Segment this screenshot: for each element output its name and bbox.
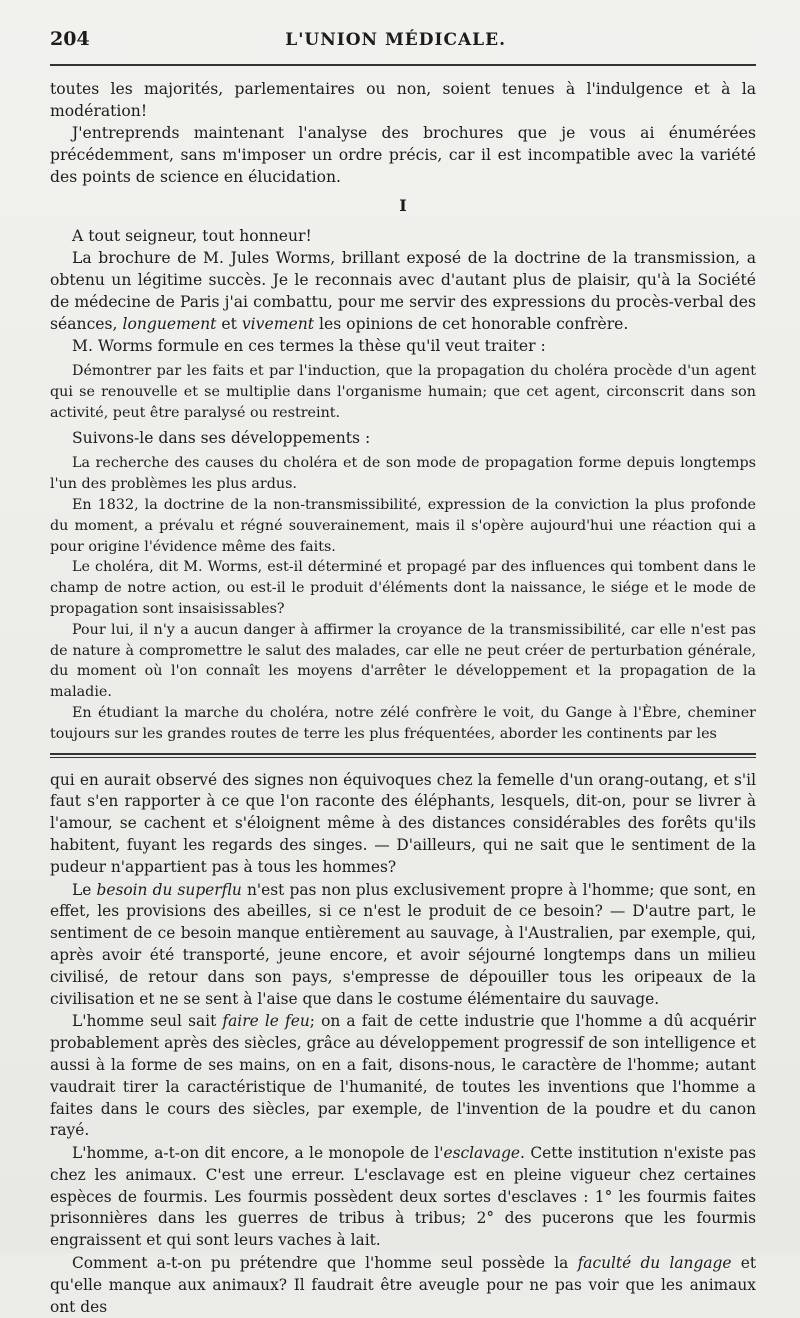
quote-paragraph: En 1832, la doctrine de la non-transmissibilité, expression de la conviction la plus profonde du moment, a prévalu et régné souverainement, mais il s'opère aujourd'hui une réaction qui a pour origine l'évidence même des faits. — [50, 496, 756, 555]
article-separator — [50, 753, 756, 758]
header-rule — [50, 64, 756, 66]
emphasis: vivement — [241, 315, 315, 333]
paragraph: toutes les majorités, parlementaires ou non, soient tenues à l'indulgence et à la modération! — [50, 80, 756, 120]
quote-paragraph: Pour lui, il n'y a aucun danger à affirmer la croyance de la transmissibilité, car elle n'est pas de nature à compromettre le salut des malades, car elle ne peut créer de perturbation générale, du moment où l'on connaît les moyens d'arrêter le développement et la propagation de la maladie. — [50, 621, 756, 701]
paragraph: Comment a-t-on pu prétendre que l'homme seul possède la faculté du langage et qu'elle manque aux animaux? Il faudrait être aveugle pour ne pas voir que les animaux ont des — [50, 1254, 757, 1316]
paragraph: A tout seigneur, tout honneur! — [72, 227, 312, 245]
article-bottom — [50, 770, 756, 1318]
paragraph: M. Worms formule en ces termes la thèse qu'il veut traiter : — [72, 337, 546, 355]
emphasis: longuement — [122, 315, 217, 333]
emphasis: faire le feu — [222, 1012, 310, 1031]
emphasis: besoin du superflu — [96, 880, 242, 899]
paragraph: Suivons-le dans ses développements : — [72, 429, 371, 448]
paragraph: L'homme seul sait faire le feu; on a fait de cette industrie que l'homme a dû acquérir probablement après des siècles, grâce au développement progressif de son intelligence et aussi à la forme de ses mains, on en a fait, disons-nous, le caractère de l'homme; autant vaudrait tirer la caractéristique de l'humanité, de toutes les inventions que l'homme a faites dans le cours des siècles, par exemple, de l'invention de la poudre et du canon rayé. — [50, 1012, 756, 1140]
page-header — [50, 28, 756, 56]
page-number: 204 — [50, 28, 90, 50]
paragraph: L'homme, a-t-on dit encore, a le monopole de l'esclavage. Cette institution n'existe pas chez les animaux. C'est une erreur. L'esclavage est en pleine vigueur chez certaines espèces de fourmis. Les fourmis possèdent deux sortes d'esclaves : 1° les fourmis faites prisonnières dans les guerres de tribus à tribus; 2° des pucerons que les fourmis engraissent et qui sont leurs vaches à lait. — [50, 1144, 756, 1250]
running-title: L'UNION MÉDICALE. — [285, 30, 506, 50]
quoted-text — [50, 361, 756, 423]
paragraph: J'entreprends maintenant l'analyse des brochures que je vous ai énumérées précédemment, sans m'imposer un ordre précis, car il est incompatible avec la variété des points de science en élucidation. — [50, 124, 756, 186]
emphasis: esclavage — [443, 1144, 521, 1163]
paragraph: La brochure de M. Jules Worms, brillant exposé de la doctrine de la transmission, a obtenu un légitime succès. Je le reconnais avec d'autant plus de plaisir, qu'à la Société de médecine de Paris j'ai combattu, pour me servir des expressions du procès-verbal des séances, longuement et vivement les opinions de cet honorable confrère. — [50, 249, 756, 333]
article-top — [50, 78, 756, 357]
quote-paragraph: En étudiant la marche du choléra, notre zélé confrère le voit, du Gange à l'Èbre, cheminer toujours sur les grandes routes de terre les plus fréquentées, aborder les continents par les — [50, 704, 756, 742]
quote-paragraph: La recherche des causes du choléra et de son mode de propagation forme depuis longtemps l'un des problèmes les plus ardus. — [50, 455, 756, 493]
quote-paragraph: Le choléra, dit M. Worms, est-il déterminé et propagé par des influences qui tombent dans le champ de notre action, ou est-il le produit d'éléments dont la naissance, le siége et le mode de propagation sont insaisissables? — [50, 559, 756, 617]
paragraph: qui en aurait observé des signes non équivoques chez la femelle d'un orang-outang, et s'il faut s'en rapporter à ce que l'on raconte des éléphants, lesquels, dit-on, pour se livrer à l'amour, se cachent et s'éloignent même à des distances considérables des forêts qu'ils habitent, fuyant les regards des singes. — D'ailleurs, qui ne sait que le sentiment de la pudeur n'appartient pas à tous les hommes? — [50, 770, 756, 876]
article-top-cont — [50, 427, 756, 449]
paragraph: Le besoin du superflu n'est pas non plus exclusivement propre à l'homme; que sont, en effet, les provisions des abeilles, si ce n'est le produit de ce besoin? — D'autre part, le sentiment de ce besoin manque entièrement au sauvage, à l'Australien, par exemple, qui, après avoir été transporté, jeune encore, et avoir séjourné longtemps dans un milieu civilisé, de retour dans son pays, s'empresse de dépouiller tous les oripeaux de la civilisation et ne se sent à l'aise que dans le costume élémentaire du sauvage. — [50, 880, 756, 1008]
emphasis: faculté du langage — [577, 1254, 732, 1273]
quote-paragraph: Démontrer par les faits et par l'induction, que la propagation du choléra procède d'un agent qui se renouvelle et se multiplie dans l'organisme humain; que cet agent, circonscrit dans son activité, peut être paralysé ou restreint. — [50, 363, 756, 421]
section-number: I — [399, 196, 407, 215]
quoted-text — [50, 453, 756, 744]
